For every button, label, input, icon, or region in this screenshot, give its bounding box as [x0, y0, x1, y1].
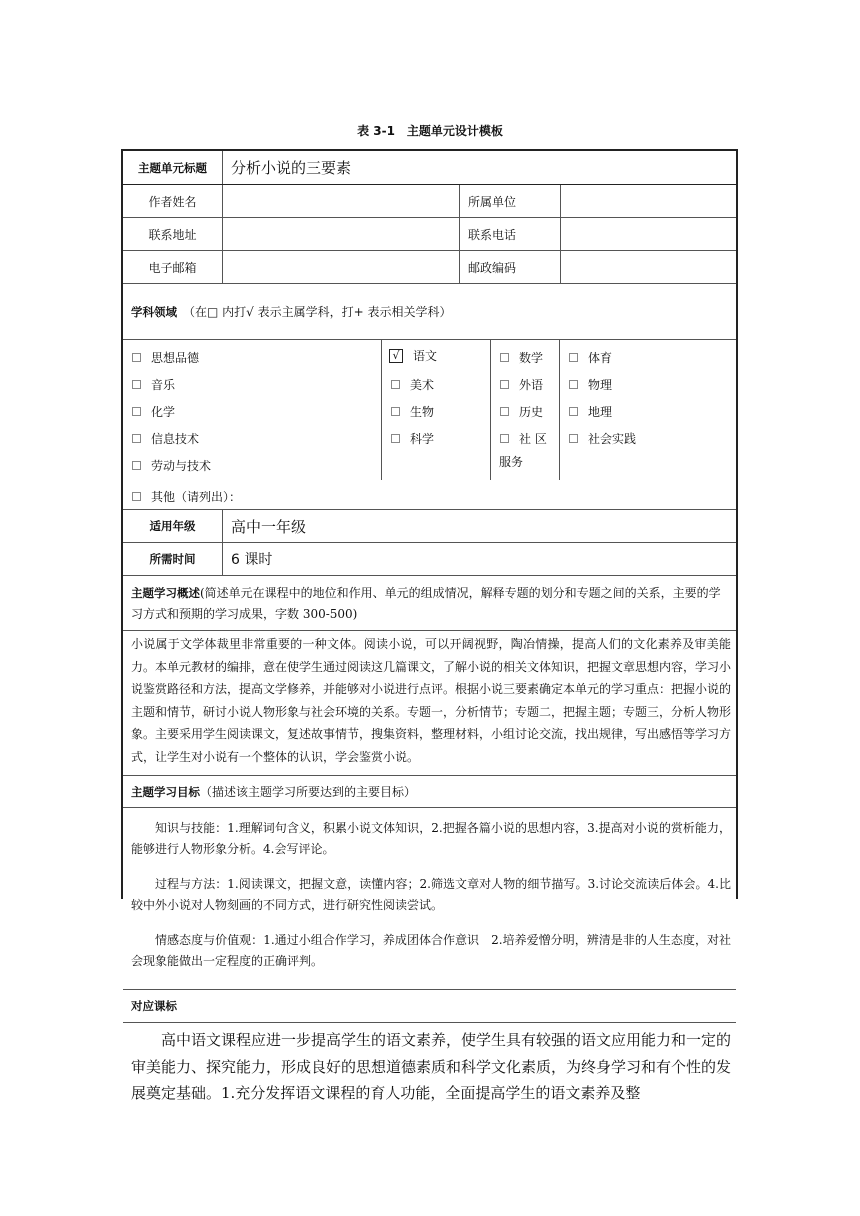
- address-value-field[interactable]: [223, 218, 459, 250]
- subject-xinxijishu[interactable]: 信息技术: [132, 430, 199, 447]
- checkbox[interactable]: [391, 407, 400, 416]
- subject-huaxue[interactable]: 化学: [132, 403, 175, 420]
- subject-waiyu[interactable]: 外语: [500, 376, 543, 393]
- subject-yuwen[interactable]: √ 语文: [389, 347, 437, 364]
- checkbox[interactable]: [500, 407, 509, 416]
- subject-yinyue[interactable]: 音乐: [132, 376, 175, 393]
- standard-text-row: [123, 1023, 736, 1103]
- author-row: [123, 185, 736, 218]
- address-label: 联系地址: [123, 218, 223, 250]
- checkbox[interactable]: [569, 353, 578, 362]
- goal-process[interactable]: 过程与方法：1.阅读课文，把握文意，读懂内容；2.筛选文章对人物的细节描写。3.讨论交流读后体会。4.比较中外小说对人物刻画的不同方式，进行研究性阅读尝试。: [131, 877, 731, 912]
- subject-shequ[interactable]: 社 区: [500, 430, 547, 447]
- subjects-grid: [123, 340, 736, 480]
- grade-label: 适用年级: [123, 510, 223, 542]
- address-row: [123, 218, 736, 251]
- overview-header-row: [123, 576, 736, 631]
- subject-tiyu[interactable]: 体育: [569, 349, 612, 366]
- checkbox[interactable]: [569, 407, 578, 416]
- checkbox[interactable]: [569, 380, 578, 389]
- checkbox[interactable]: [132, 461, 141, 470]
- standard-header-row: [123, 990, 736, 1023]
- goals-row: [123, 808, 736, 990]
- goal-knowledge[interactable]: 知识与技能：1.理解词句含义，积累小说文体知识，2.把握各篇小说的思想内容，3.提高对小说的赏析能力，能够进行人物形象分析。4.会写评论。: [131, 821, 731, 856]
- subject-sixiangpinde[interactable]: 思想品德: [132, 349, 199, 366]
- standard-header: 对应课标: [131, 999, 177, 1013]
- subject-shengwu[interactable]: 生物: [391, 403, 434, 420]
- time-row: [123, 543, 736, 576]
- subject-other[interactable]: 其他（请列出）：: [132, 488, 241, 505]
- subject-meishu[interactable]: 美术: [391, 376, 434, 393]
- domain-note: （在□ 内打√ 表示主属学科，打+ 表示相关学科）: [183, 305, 452, 319]
- overview-text[interactable]: 小说属于文学体裁里非常重要的一种文体。阅读小说，可以开阔视野，陶冶情操，提高人们的文化素养及审美能力。本单元教材的编排，意在使学生通过阅读这几篇课文，了解小说的相关文体知识，把握文章思想内容，学习小说鉴赏路径和方法，提高文学修养，并能够对小说进行点评。根据小说三要素确定本单元的学习重点：把握小说的主题和情节，研讨小说人物形象与社会环境的关系。专题一，分析情节；专题二，把握主题；专题三，分析人物形象。主要采用学生阅读课文，复述故事情节，搜集资料，整理材料，小组讨论交流，找出规律，写出感悟等学习方式，让学生对小说有一个整体的认识，学会鉴赏小说。: [131, 637, 732, 764]
- grade-value[interactable]: 高中一年级: [231, 517, 307, 536]
- zip-value-field[interactable]: [560, 251, 736, 283]
- org-value-field[interactable]: [560, 185, 736, 217]
- goals-header-row: [123, 776, 736, 808]
- checkbox-checked[interactable]: √: [389, 349, 403, 363]
- checkbox[interactable]: [500, 380, 509, 389]
- overview-text-row: [123, 631, 736, 776]
- checkbox[interactable]: [132, 492, 141, 501]
- org-label: 所属单位: [468, 194, 517, 209]
- phone-label: 联系电话: [468, 227, 517, 242]
- overview-note: (简述单元在课程中的地位和作用、单元的组成情况，解释专题的划分和专题之间的关系，主要的学习方式和预期的学习成果，字数 300-500): [131, 586, 721, 621]
- time-value[interactable]: 6 课时: [231, 552, 273, 568]
- subject-laodong[interactable]: 劳动与技术: [132, 457, 211, 474]
- subject-dili[interactable]: 地理: [569, 403, 612, 420]
- subject-lishi[interactable]: 历史: [500, 403, 543, 420]
- email-value-field[interactable]: [223, 251, 459, 283]
- checkbox[interactable]: [500, 434, 509, 443]
- checkbox[interactable]: [391, 434, 400, 443]
- zip-label: 邮政编码: [468, 260, 517, 275]
- goals-header: 主题学习目标: [131, 784, 200, 799]
- checkbox[interactable]: [132, 353, 141, 362]
- checkbox[interactable]: [569, 434, 578, 443]
- org-cell: [459, 185, 560, 217]
- title-value[interactable]: 分析小说的三要素: [231, 159, 352, 177]
- email-row: [123, 251, 736, 284]
- author-value-field[interactable]: [223, 185, 459, 217]
- phone-value-field[interactable]: [560, 218, 736, 250]
- checkbox[interactable]: [132, 407, 141, 416]
- checkbox[interactable]: [132, 434, 141, 443]
- goals-note: （描述该主题学习所要达到的主要目标）: [200, 785, 417, 799]
- author-label: 作者姓名: [123, 185, 223, 217]
- grade-row: [123, 510, 736, 543]
- subject-shehuishijian[interactable]: 社会实践: [569, 430, 636, 447]
- subject-shuxue[interactable]: 数学: [500, 349, 543, 366]
- domain-header: 学科领域: [131, 304, 177, 319]
- other-row: [123, 480, 736, 510]
- subject-kexue[interactable]: 科学: [391, 430, 434, 447]
- title-label: 主题单元标题: [123, 151, 223, 184]
- phone-cell: [459, 218, 560, 250]
- checkbox[interactable]: [132, 380, 141, 389]
- time-label: 所需时间: [123, 543, 223, 575]
- standard-text[interactable]: 高中语文课程应进一步提高学生的语文素养，使学生具有较强的语文应用能力和一定的审美能力、探究能力，形成良好的思想道德素质和科学文化素质，为终身学习和有个性的发展奠定基础。1.充分发挥语文课程的育人功能，全面提高学生的语文素养及整: [131, 1031, 732, 1102]
- table-caption: 表 3-1 主题单元设计模板: [357, 124, 503, 138]
- domain-header-row: [123, 284, 736, 340]
- zip-cell: [459, 251, 560, 283]
- subject-wuli[interactable]: 物理: [569, 376, 612, 393]
- title-row: [123, 151, 736, 185]
- overview-header: 主题学习概述: [131, 586, 200, 600]
- subject-shequ-cont: 服务: [499, 455, 524, 469]
- checkbox[interactable]: [391, 380, 400, 389]
- design-template-table: [121, 149, 738, 1102]
- checkbox[interactable]: [500, 353, 509, 362]
- email-label: 电子邮箱: [123, 251, 223, 283]
- goal-emotion[interactable]: 情感态度与价值观：1.通过小组合作学习，养成团体合作意识 2.培养爱憎分明，辨清是非的人生态度，对社会现象能做出一定程度的正确评判。: [131, 933, 731, 968]
